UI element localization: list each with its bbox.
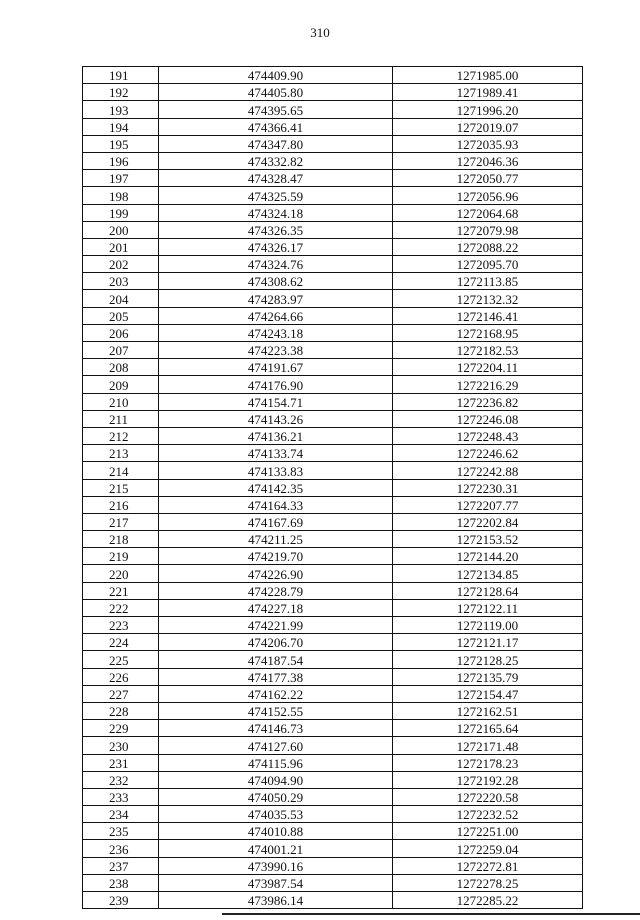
y-coordinate-cell: 1272132.32 xyxy=(393,290,583,307)
table-row xyxy=(83,788,583,805)
y-coordinate-cell: 1272088.22 xyxy=(393,238,583,255)
x-coordinate-cell: 474325.59 xyxy=(159,187,393,204)
y-coordinate-cell: 1272168.95 xyxy=(393,324,583,341)
y-coordinate-cell: 1272207.77 xyxy=(393,496,583,513)
table-row xyxy=(83,307,583,324)
table-row xyxy=(83,874,583,891)
x-coordinate-cell: 474152.55 xyxy=(159,702,393,719)
x-coordinate-cell: 474332.82 xyxy=(159,152,393,169)
table-row xyxy=(83,548,583,565)
point-number-cell: 212 xyxy=(83,427,159,444)
point-number-cell: 220 xyxy=(83,565,159,582)
point-number-cell: 196 xyxy=(83,152,159,169)
point-number-cell: 194 xyxy=(83,118,159,135)
x-coordinate-cell: 474133.83 xyxy=(159,462,393,479)
point-number-cell: 221 xyxy=(83,582,159,599)
y-coordinate-cell: 1272135.79 xyxy=(393,668,583,685)
point-number-cell: 203 xyxy=(83,273,159,290)
table-row xyxy=(83,737,583,754)
point-number-cell: 205 xyxy=(83,307,159,324)
table-row xyxy=(83,256,583,273)
table-row xyxy=(83,273,583,290)
table-row xyxy=(83,238,583,255)
point-number-cell: 207 xyxy=(83,342,159,359)
page-number: 310 xyxy=(310,25,330,40)
table-row xyxy=(83,445,583,462)
y-coordinate-cell: 1272232.52 xyxy=(393,806,583,823)
point-number-cell: 216 xyxy=(83,496,159,513)
y-coordinate-cell: 1272162.51 xyxy=(393,702,583,719)
x-coordinate-cell: 473986.14 xyxy=(159,892,393,909)
table-row xyxy=(83,135,583,152)
point-number-cell: 214 xyxy=(83,462,159,479)
table-row xyxy=(83,806,583,823)
x-coordinate-cell: 474001.21 xyxy=(159,840,393,857)
point-number-cell: 209 xyxy=(83,376,159,393)
x-coordinate-cell: 474328.47 xyxy=(159,170,393,187)
y-coordinate-cell: 1272216.29 xyxy=(393,376,583,393)
y-coordinate-cell: 1272122.11 xyxy=(393,599,583,616)
x-coordinate-cell: 474154.71 xyxy=(159,393,393,410)
table-row xyxy=(83,118,583,135)
x-coordinate-cell: 474143.26 xyxy=(159,410,393,427)
table-row xyxy=(83,617,583,634)
x-coordinate-cell: 474187.54 xyxy=(159,651,393,668)
y-coordinate-cell: 1271996.20 xyxy=(393,101,583,118)
x-coordinate-cell: 474206.70 xyxy=(159,634,393,651)
y-coordinate-cell: 1272178.23 xyxy=(393,754,583,771)
point-number-cell: 233 xyxy=(83,788,159,805)
x-coordinate-cell: 474177.38 xyxy=(159,668,393,685)
point-number-cell: 231 xyxy=(83,754,159,771)
y-coordinate-cell: 1272171.48 xyxy=(393,737,583,754)
point-number-cell: 228 xyxy=(83,702,159,719)
y-coordinate-cell: 1272278.25 xyxy=(393,874,583,891)
point-number-cell: 201 xyxy=(83,238,159,255)
table-row xyxy=(83,410,583,427)
table-row xyxy=(83,531,583,548)
x-coordinate-cell: 474324.18 xyxy=(159,204,393,221)
x-coordinate-cell: 474347.80 xyxy=(159,135,393,152)
point-number-cell: 222 xyxy=(83,599,159,616)
table-row xyxy=(83,857,583,874)
point-number-cell: 226 xyxy=(83,668,159,685)
x-coordinate-cell: 474164.33 xyxy=(159,496,393,513)
y-coordinate-cell: 1272165.64 xyxy=(393,720,583,737)
table-row xyxy=(83,720,583,737)
point-number-cell: 234 xyxy=(83,806,159,823)
table-row xyxy=(83,823,583,840)
table-row xyxy=(83,479,583,496)
x-coordinate-cell: 474176.90 xyxy=(159,376,393,393)
point-number-cell: 225 xyxy=(83,651,159,668)
x-coordinate-cell: 474221.99 xyxy=(159,617,393,634)
point-number-cell: 227 xyxy=(83,685,159,702)
point-number-cell: 239 xyxy=(83,892,159,909)
point-number-cell: 191 xyxy=(83,67,159,84)
x-coordinate-cell: 474227.18 xyxy=(159,599,393,616)
x-coordinate-cell: 474308.62 xyxy=(159,273,393,290)
x-coordinate-cell: 474010.88 xyxy=(159,823,393,840)
point-number-cell: 197 xyxy=(83,170,159,187)
point-number-cell: 219 xyxy=(83,548,159,565)
y-coordinate-cell: 1272246.62 xyxy=(393,445,583,462)
x-coordinate-cell: 474226.90 xyxy=(159,565,393,582)
table-row xyxy=(83,840,583,857)
point-number-cell: 198 xyxy=(83,187,159,204)
x-coordinate-cell: 474136.21 xyxy=(159,427,393,444)
point-number-cell: 200 xyxy=(83,221,159,238)
x-coordinate-cell: 474094.90 xyxy=(159,771,393,788)
y-coordinate-cell: 1272242.88 xyxy=(393,462,583,479)
table-row xyxy=(83,496,583,513)
point-number-cell: 206 xyxy=(83,324,159,341)
x-coordinate-cell: 474133.74 xyxy=(159,445,393,462)
point-number-cell: 211 xyxy=(83,410,159,427)
table-row xyxy=(83,170,583,187)
y-coordinate-cell: 1272192.28 xyxy=(393,771,583,788)
coordinates-table-container xyxy=(82,66,582,909)
x-coordinate-cell: 474326.17 xyxy=(159,238,393,255)
bottom-edge-line xyxy=(222,913,640,915)
x-coordinate-cell: 474223.38 xyxy=(159,342,393,359)
x-coordinate-cell: 473987.54 xyxy=(159,874,393,891)
y-coordinate-cell: 1272251.00 xyxy=(393,823,583,840)
x-coordinate-cell: 474162.22 xyxy=(159,685,393,702)
y-coordinate-cell: 1271985.00 xyxy=(393,67,583,84)
x-coordinate-cell: 474127.60 xyxy=(159,737,393,754)
table-row xyxy=(83,462,583,479)
table-row xyxy=(83,187,583,204)
table-row xyxy=(83,393,583,410)
coordinates-table xyxy=(82,66,583,909)
x-coordinate-cell: 474324.76 xyxy=(159,256,393,273)
y-coordinate-cell: 1272056.96 xyxy=(393,187,583,204)
point-number-cell: 210 xyxy=(83,393,159,410)
y-coordinate-cell: 1272079.98 xyxy=(393,221,583,238)
y-coordinate-cell: 1272128.64 xyxy=(393,582,583,599)
table-row xyxy=(83,290,583,307)
y-coordinate-cell: 1272259.04 xyxy=(393,840,583,857)
point-number-cell: 217 xyxy=(83,513,159,530)
point-number-cell: 232 xyxy=(83,771,159,788)
y-coordinate-cell: 1272046.36 xyxy=(393,152,583,169)
point-number-cell: 213 xyxy=(83,445,159,462)
y-coordinate-cell: 1272230.31 xyxy=(393,479,583,496)
point-number-cell: 193 xyxy=(83,101,159,118)
y-coordinate-cell: 1272128.25 xyxy=(393,651,583,668)
y-coordinate-cell: 1272202.84 xyxy=(393,513,583,530)
x-coordinate-cell: 473990.16 xyxy=(159,857,393,874)
x-coordinate-cell: 474146.73 xyxy=(159,720,393,737)
y-coordinate-cell: 1272204.11 xyxy=(393,359,583,376)
table-row xyxy=(83,359,583,376)
point-number-cell: 223 xyxy=(83,617,159,634)
x-coordinate-cell: 474191.67 xyxy=(159,359,393,376)
x-coordinate-cell: 474035.53 xyxy=(159,806,393,823)
x-coordinate-cell: 474050.29 xyxy=(159,788,393,805)
x-coordinate-cell: 474366.41 xyxy=(159,118,393,135)
table-row xyxy=(83,685,583,702)
table-row xyxy=(83,204,583,221)
coordinates-table-body xyxy=(83,67,583,909)
point-number-cell: 202 xyxy=(83,256,159,273)
y-coordinate-cell: 1272246.08 xyxy=(393,410,583,427)
table-row xyxy=(83,582,583,599)
y-coordinate-cell: 1271989.41 xyxy=(393,84,583,101)
x-coordinate-cell: 474395.65 xyxy=(159,101,393,118)
point-number-cell: 235 xyxy=(83,823,159,840)
table-row xyxy=(83,513,583,530)
table-row xyxy=(83,221,583,238)
point-number-cell: 237 xyxy=(83,857,159,874)
point-number-cell: 218 xyxy=(83,531,159,548)
x-coordinate-cell: 474219.70 xyxy=(159,548,393,565)
y-coordinate-cell: 1272285.22 xyxy=(393,892,583,909)
y-coordinate-cell: 1272236.82 xyxy=(393,393,583,410)
table-row xyxy=(83,152,583,169)
y-coordinate-cell: 1272019.07 xyxy=(393,118,583,135)
y-coordinate-cell: 1272050.77 xyxy=(393,170,583,187)
table-row xyxy=(83,324,583,341)
point-number-cell: 229 xyxy=(83,720,159,737)
table-row xyxy=(83,67,583,84)
y-coordinate-cell: 1272146.41 xyxy=(393,307,583,324)
table-row xyxy=(83,101,583,118)
x-coordinate-cell: 474167.69 xyxy=(159,513,393,530)
y-coordinate-cell: 1272064.68 xyxy=(393,204,583,221)
point-number-cell: 238 xyxy=(83,874,159,891)
x-coordinate-cell: 474405.80 xyxy=(159,84,393,101)
x-coordinate-cell: 474283.97 xyxy=(159,290,393,307)
y-coordinate-cell: 1272144.20 xyxy=(393,548,583,565)
point-number-cell: 236 xyxy=(83,840,159,857)
table-row xyxy=(83,668,583,685)
x-coordinate-cell: 474264.66 xyxy=(159,307,393,324)
point-number-cell: 224 xyxy=(83,634,159,651)
point-number-cell: 204 xyxy=(83,290,159,307)
y-coordinate-cell: 1272154.47 xyxy=(393,685,583,702)
x-coordinate-cell: 474228.79 xyxy=(159,582,393,599)
point-number-cell: 230 xyxy=(83,737,159,754)
table-row xyxy=(83,427,583,444)
point-number-cell: 195 xyxy=(83,135,159,152)
y-coordinate-cell: 1272095.70 xyxy=(393,256,583,273)
y-coordinate-cell: 1272119.00 xyxy=(393,617,583,634)
x-coordinate-cell: 474326.35 xyxy=(159,221,393,238)
x-coordinate-cell: 474409.90 xyxy=(159,67,393,84)
table-row xyxy=(83,599,583,616)
x-coordinate-cell: 474115.96 xyxy=(159,754,393,771)
y-coordinate-cell: 1272182.53 xyxy=(393,342,583,359)
table-row xyxy=(83,342,583,359)
x-coordinate-cell: 474243.18 xyxy=(159,324,393,341)
y-coordinate-cell: 1272220.58 xyxy=(393,788,583,805)
x-coordinate-cell: 474211.25 xyxy=(159,531,393,548)
y-coordinate-cell: 1272113.85 xyxy=(393,273,583,290)
table-row xyxy=(83,84,583,101)
point-number-cell: 215 xyxy=(83,479,159,496)
y-coordinate-cell: 1272153.52 xyxy=(393,531,583,548)
point-number-cell: 208 xyxy=(83,359,159,376)
table-row xyxy=(83,754,583,771)
x-coordinate-cell: 474142.35 xyxy=(159,479,393,496)
y-coordinate-cell: 1272272.81 xyxy=(393,857,583,874)
table-row xyxy=(83,892,583,909)
y-coordinate-cell: 1272248.43 xyxy=(393,427,583,444)
point-number-cell: 192 xyxy=(83,84,159,101)
y-coordinate-cell: 1272134.85 xyxy=(393,565,583,582)
y-coordinate-cell: 1272121.17 xyxy=(393,634,583,651)
table-row xyxy=(83,771,583,788)
point-number-cell: 199 xyxy=(83,204,159,221)
y-coordinate-cell: 1272035.93 xyxy=(393,135,583,152)
table-row xyxy=(83,634,583,651)
table-row xyxy=(83,376,583,393)
table-row xyxy=(83,702,583,719)
table-row xyxy=(83,651,583,668)
table-row xyxy=(83,565,583,582)
